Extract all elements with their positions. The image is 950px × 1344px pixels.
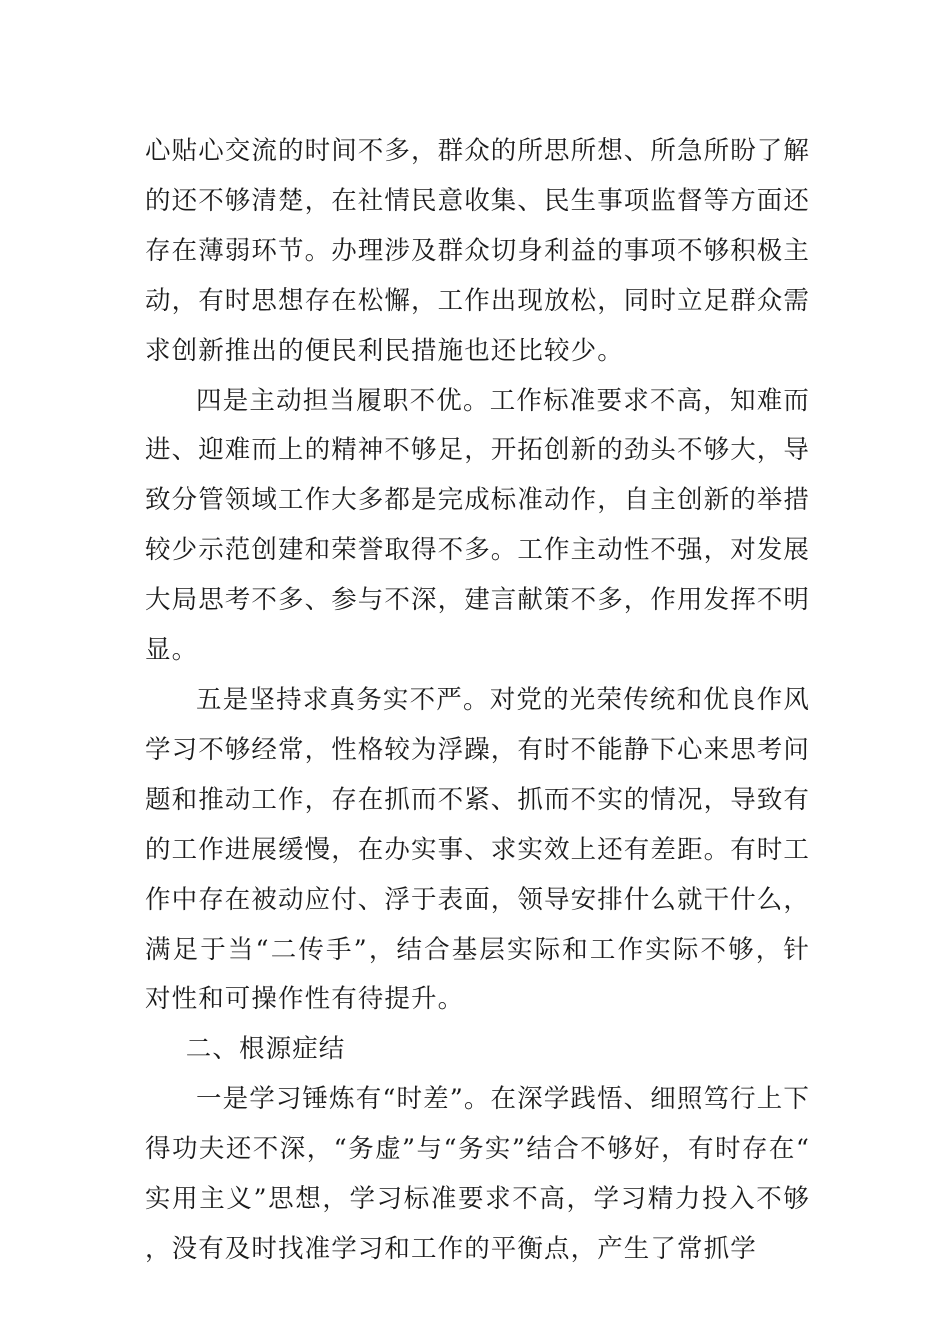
section-heading-root-causes: 二、根源症结 [185, 1034, 346, 1065]
paragraph-point-five: 五是坚持求真务实不严。对党的光荣传统和优良作风学习不够经常，性格较为浮躁，有时不能静下心来思考问题和推动工作，存在抓而不紧、抓而不实的情况，导致有的工作进展缓慢，在办实事、求实效上还有差距。有时工作中存在被动应付、浮于表面，领导安排什么就干什么，满足于当“二传手”，结合基层实际和工作实际不够，针对性和可操作性有待提升。 [145, 684, 811, 1015]
paragraph-point-four: 四是主动担当履职不优。工作标准要求不高，知难而进、迎难而上的精神不够足，开拓创新的劲头不够大，导致分管领域工作大多都是完成标准动作，自主创新的举措较少示范创建和荣誉取得不多。工作主动性不强，对发展大局思考不多、参与不深，建言献策不多，作用发挥不明显。 [145, 385, 811, 666]
document-body [145, 127, 810, 1275]
paragraph-cause-one: 一是学习锤炼有“时差”。在深学践悟、细照笃行上下得功夫还不深，“务虚”与“务实”结合不够好，有时存在“实用主义”思想，学习标准要求不高，学习精力投入不够，没有及时找准学习和工作的平衡点，产生了常抓学 [145, 1084, 810, 1264]
paragraph-continuation: 心贴心交流的时间不多，群众的所思所想、所急所盼了解的还不够清楚，在社情民意收集、民生事项监督等方面还存在薄弱环节。办理涉及群众切身利益的事项不够积极主动，有时思想存在松懈，工作出现放松，同时立足群众需求创新推出的便民利民措施也还比较少。 [145, 136, 811, 366]
